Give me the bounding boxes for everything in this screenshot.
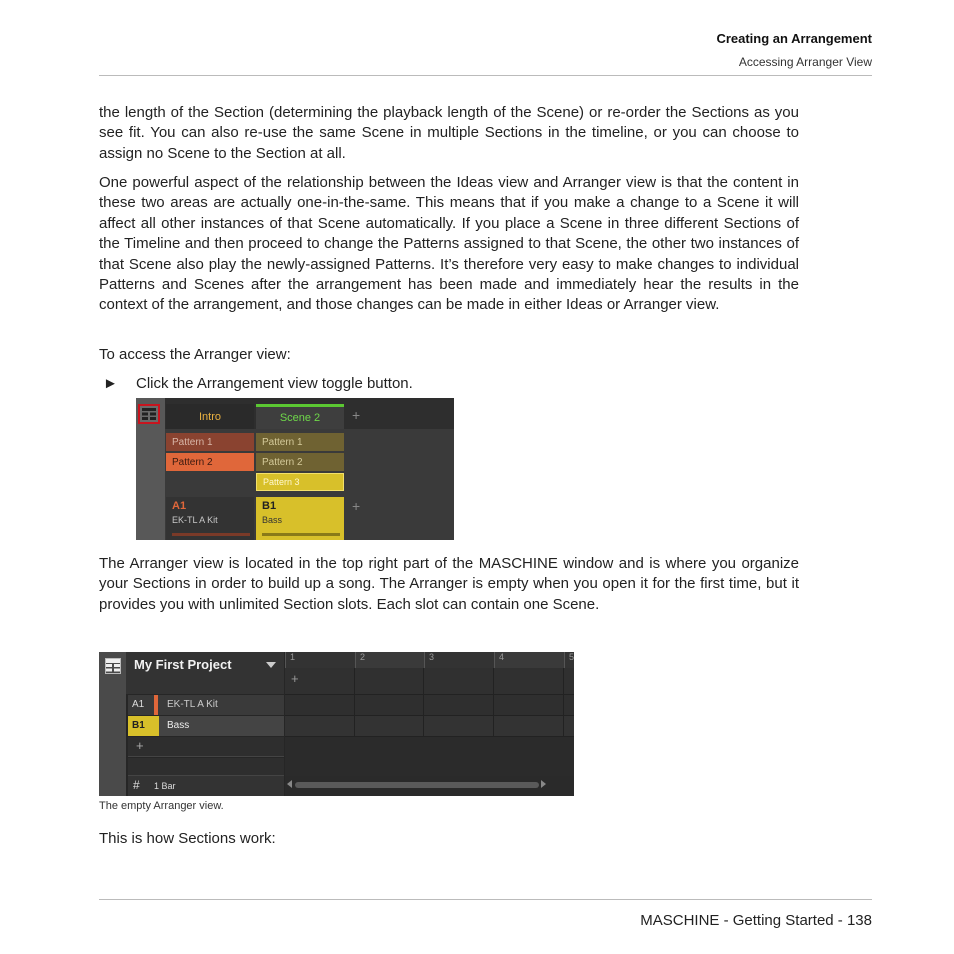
group-name: Bass bbox=[262, 515, 283, 525]
ruler-bar[interactable]: 4 bbox=[494, 652, 564, 668]
paragraph-5: This is how Sections work: bbox=[99, 830, 276, 847]
scroll-right-icon[interactable] bbox=[541, 780, 546, 788]
bar-divider bbox=[423, 668, 424, 736]
add-group-icon[interactable]: + bbox=[352, 498, 361, 514]
project-header[interactable] bbox=[126, 652, 284, 694]
group-label: A1 bbox=[132, 699, 145, 710]
ruler-bar[interactable]: 1 bbox=[285, 652, 355, 668]
arrangement-view-toggle-button[interactable] bbox=[105, 658, 121, 674]
group-label: B1 bbox=[132, 720, 145, 731]
bullet-instruction: Click the Arrangement view toggle button. bbox=[136, 375, 413, 392]
chevron-down-icon[interactable] bbox=[266, 662, 276, 668]
arrangement-grid-icon bbox=[106, 659, 120, 673]
pattern-slot[interactable]: Pattern 2 bbox=[166, 453, 254, 471]
section-title: Accessing Arranger View bbox=[738, 55, 872, 69]
add-group-icon[interactable]: + bbox=[136, 738, 144, 753]
group-volume-bar bbox=[172, 533, 250, 536]
section-lane[interactable] bbox=[285, 668, 574, 695]
chapter-title: Creating an Arrangement bbox=[716, 31, 872, 46]
group-row-a1[interactable] bbox=[128, 695, 284, 715]
paragraph-3: To access the Arranger view: bbox=[99, 346, 291, 363]
bar-divider bbox=[493, 668, 494, 736]
add-section-icon[interactable]: + bbox=[291, 671, 299, 686]
pattern-slot[interactable]: Pattern 1 bbox=[166, 433, 254, 451]
ideas-view-screenshot bbox=[136, 398, 454, 540]
paragraph-1: the length of the Section (determining the playback length of the Scene) or re-order the Sections as you see fit. You can also re-use the same Scene in multiple Sections in the timeline, or you can choose to assign no Scene to the Section at all. bbox=[99, 104, 799, 162]
scene-tab-intro[interactable]: Intro bbox=[166, 404, 254, 429]
timeline-lane[interactable] bbox=[285, 716, 574, 737]
page-footer: MASCHINE - Getting Started - 138 bbox=[640, 912, 872, 929]
bar-divider bbox=[563, 668, 564, 736]
timeline-lane[interactable] bbox=[285, 695, 574, 716]
paragraph-4: The Arranger view is located in the top right part of the MASCHINE window and is where you organize your Sections in order to build up a song. The Arranger is empty when you open it for the first time, but it provides you with unlimited Section slots. Each slot can contain one Scene. bbox=[99, 555, 799, 613]
scrollbar-thumb[interactable] bbox=[295, 782, 539, 788]
group-slot-b1[interactable] bbox=[256, 497, 344, 540]
figure-caption: The empty Arranger view. bbox=[99, 800, 224, 812]
bullet-arrow-icon: ► bbox=[103, 375, 118, 392]
pattern-slot-selected[interactable]: Pattern 3 bbox=[256, 473, 344, 491]
pattern-slot[interactable]: Pattern 1 bbox=[256, 433, 344, 451]
project-title: My First Project bbox=[134, 657, 232, 672]
bar-divider bbox=[354, 668, 355, 736]
add-group-row[interactable] bbox=[128, 737, 284, 757]
group-volume-bar bbox=[262, 533, 340, 536]
ruler-bar[interactable]: 3 bbox=[424, 652, 494, 668]
arrangement-view-toggle-button[interactable] bbox=[138, 404, 160, 424]
paragraph-2: One powerful aspect of the relationship between the Ideas view and Arranger view is that the content in these two areas are actually one-in-the-same. This means that if you make a change to a Scene it will affect all other instances of that Scene automatically. If you place a Scene in three different Sections of the Timeline and then proceed to change the Patterns assigned to that Scene, the other two instances of that Scene also play the newly-assigned Patterns. It’s therefore very easy to make changes to individual Patterns and Scenes after the arrangement has been made and immediately hear the results in the context of the arrangement, and those changes can be made in either Ideas or Arranger view. bbox=[99, 174, 799, 314]
header-divider bbox=[99, 75, 872, 76]
scene-tab-scene-2[interactable]: Scene 2 bbox=[256, 404, 344, 429]
group-name: EK-TL A Kit bbox=[172, 515, 218, 525]
empty-group-row bbox=[128, 758, 284, 776]
add-scene-icon[interactable]: + bbox=[352, 407, 361, 423]
arranger-view-screenshot bbox=[99, 652, 574, 796]
group-name: Bass bbox=[167, 720, 190, 731]
scroll-left-icon[interactable] bbox=[287, 780, 292, 788]
arrangement-grid-icon bbox=[142, 408, 156, 420]
ruler-bar[interactable]: 2 bbox=[355, 652, 424, 668]
group-label: B1 bbox=[262, 500, 277, 512]
group-label: A1 bbox=[172, 500, 187, 512]
group-name: EK-TL A Kit bbox=[167, 699, 218, 710]
grid-icon[interactable]: # bbox=[133, 778, 140, 792]
horizontal-scrollbar[interactable] bbox=[285, 776, 574, 796]
group-slot-a1[interactable] bbox=[166, 497, 254, 540]
ideas-left-strip bbox=[136, 398, 165, 540]
footer-divider bbox=[99, 899, 872, 900]
ruler-bar[interactable]: 5 bbox=[564, 652, 574, 668]
group-row-b1[interactable] bbox=[128, 716, 284, 736]
arranger-left-strip bbox=[99, 652, 126, 796]
pattern-slot[interactable]: Pattern 2 bbox=[256, 453, 344, 471]
grid-size-label: 1 Bar bbox=[154, 781, 176, 791]
grid-size-row[interactable] bbox=[128, 776, 284, 796]
arranger-timeline[interactable] bbox=[285, 652, 574, 796]
group-color-swatch bbox=[154, 695, 158, 715]
